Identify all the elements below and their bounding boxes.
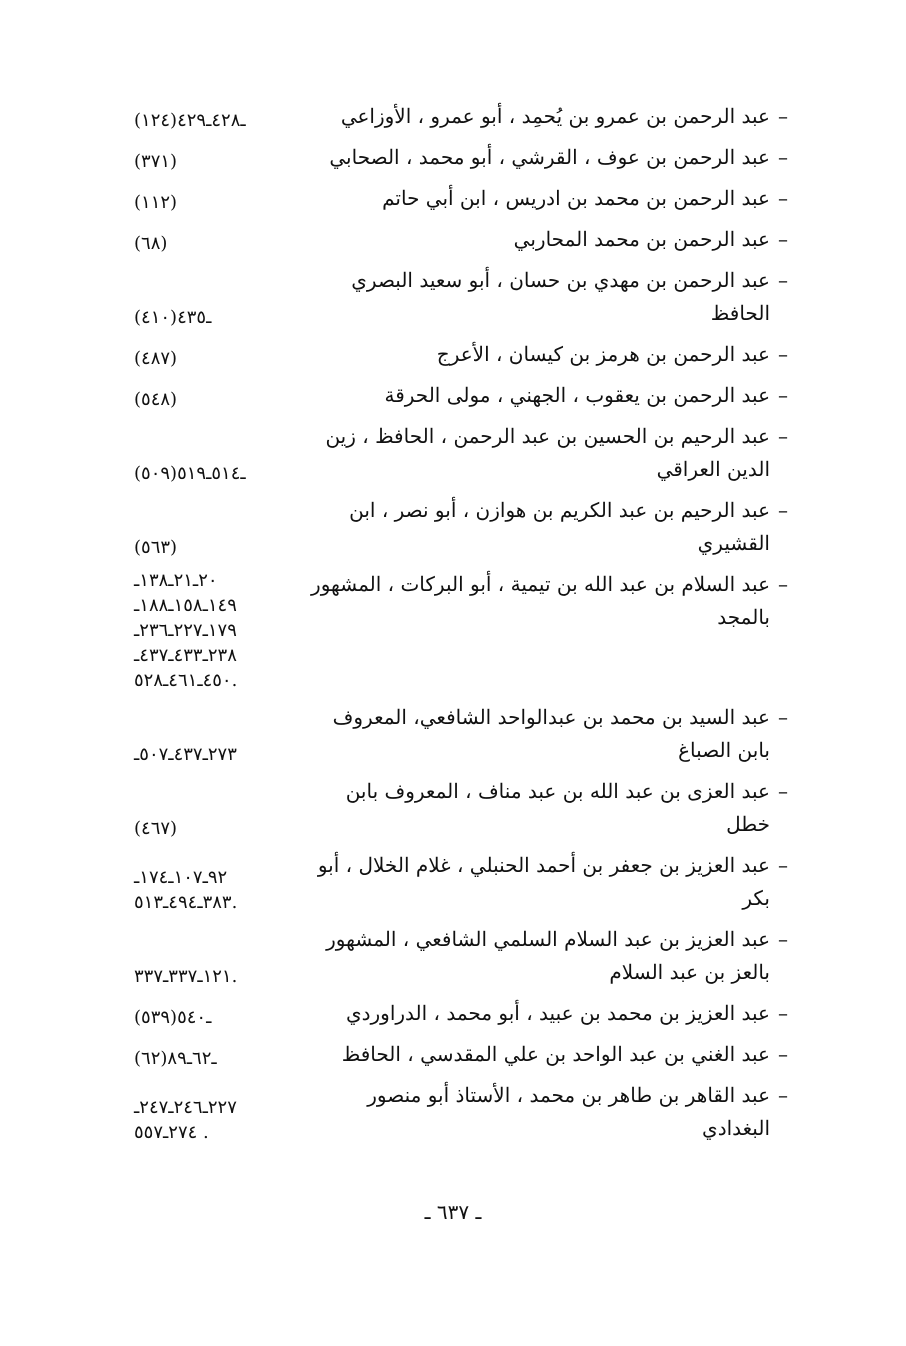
entry-dash: – xyxy=(778,186,788,210)
entry-page-refs xyxy=(128,865,308,915)
entry-page-refs xyxy=(128,461,308,486)
index-entry xyxy=(110,420,796,486)
entry-name: عبد العزيز بن محمد بن عبيد ، أبو محمد ، الدراوردي xyxy=(345,1001,770,1025)
page-ref-line: ٤٥٠ـ٤٦١ـ٥٢٨. xyxy=(134,670,238,691)
page-ref-line: ٩٢ـ١٠٧ـ١٧٤ـ xyxy=(134,867,228,888)
entry-dash: – xyxy=(778,705,788,729)
entry-dash: – xyxy=(778,1042,788,1066)
index-entry xyxy=(110,1038,796,1071)
entry-dash: – xyxy=(778,383,788,407)
entry-name: عبد الرحيم بن الحسين بن عبد الرحمن ، الحافظ ، زين الدين العراقي xyxy=(325,424,770,481)
entry-page-refs xyxy=(128,1095,308,1145)
entry-page-refs xyxy=(128,964,308,989)
index-entry xyxy=(110,997,796,1030)
index-entries xyxy=(110,100,796,1145)
entry-name: عبد الرحمن بن عوف ، القرشي ، أبو محمد ، الصحابي xyxy=(329,145,770,169)
entry-dash: – xyxy=(778,927,788,951)
entry-page-refs xyxy=(128,742,308,767)
entry-page-refs xyxy=(128,346,308,371)
entry-name: عبد الرحمن بن مهدي بن حسان ، أبو سعيد البصري الحافظ xyxy=(351,268,770,325)
entry-page-refs xyxy=(128,305,308,330)
page-ref-line: (٤١٠)ـ٤٣٥ xyxy=(134,307,212,328)
index-entry xyxy=(110,775,796,841)
page-ref-line: ١٢١ـ٣٣٧ـ٣٣٧. xyxy=(134,966,238,987)
index-entry xyxy=(110,100,796,133)
entry-page-refs xyxy=(128,568,308,693)
entry-name: عبد العزيز بن جعفر بن أحمد الحنبلي ، غلام الخلال ، أبو بكر xyxy=(317,853,770,910)
entry-dash: – xyxy=(778,1001,788,1025)
page-ref-line: (٥٦٣) xyxy=(134,537,178,558)
index-entry xyxy=(110,494,796,560)
entry-page-refs xyxy=(128,190,308,215)
entry-name: عبد الرحمن بن هرمز بن كيسان ، الأعرج xyxy=(436,342,770,366)
page-ref-line: ٢٠ـ٢١ـ١٣٨ـ xyxy=(134,570,218,591)
index-entry xyxy=(110,338,796,371)
page-ref-line: (١٢٤)ـ٤٢٨ـ٤٢٩ xyxy=(134,110,246,131)
entry-dash: – xyxy=(778,572,788,596)
entry-page-refs xyxy=(128,387,308,412)
page-ref-line: ١٤٩ـ١٥٨ـ١٨٨ـ xyxy=(134,595,237,616)
entry-dash: – xyxy=(778,779,788,803)
index-entry xyxy=(110,923,796,989)
entry-dash: – xyxy=(778,1083,788,1107)
page-ref-line: (٥٤٨) xyxy=(134,389,178,410)
entry-dash: – xyxy=(778,498,788,522)
page-ref-line: ٢٧٣ـ٤٣٧ـ٥٠٧ـ xyxy=(134,744,237,765)
index-entry xyxy=(110,379,796,412)
entry-name: عبد السيد بن محمد بن عبدالواحد الشافعي، المعروف بابن الصباغ xyxy=(332,705,770,762)
page-ref-line: ٢٣٨ـ٤٣٣ـ٤٣٧ـ xyxy=(134,645,237,666)
index-entry xyxy=(110,182,796,215)
entry-page-refs xyxy=(128,535,308,560)
entry-page-refs xyxy=(128,1005,308,1030)
index-entry xyxy=(110,223,796,256)
page-ref-line: (٤٨٧) xyxy=(134,348,178,369)
entry-name: عبد الغني بن عبد الواحد بن علي المقدسي ، الحافظ xyxy=(341,1042,770,1066)
page-ref-line: (١١٢) xyxy=(134,192,178,213)
index-entry xyxy=(110,849,796,915)
entry-name: عبد القاهر بن طاهر بن محمد ، الأستاذ أبو منصور البغدادي xyxy=(367,1083,770,1140)
entry-name: عبد الرحيم بن عبد الكريم بن هوازن ، أبو نصر ، ابن القشيري xyxy=(349,498,770,555)
entry-dash: – xyxy=(778,145,788,169)
page-number: ـ ٦٣٧ ـ xyxy=(424,1200,482,1224)
entry-page-refs xyxy=(128,231,308,256)
entry-dash: – xyxy=(778,853,788,877)
entry-name: عبد العزيز بن عبد السلام السلمي الشافعي ، المشهور بالعز بن عبد السلام xyxy=(326,927,770,984)
entry-name: عبد السلام بن عبد الله بن تيمية ، أبو البركات ، المشهور بالمجد xyxy=(311,572,770,629)
entry-dash: – xyxy=(778,104,788,128)
page-ref-line: (٣٧١) xyxy=(134,151,178,172)
index-entry xyxy=(110,701,796,767)
entry-dash: – xyxy=(778,268,788,292)
page-ref-line: ٢٢٧ـ٢٤٦ـ٢٤٧ـ xyxy=(134,1097,237,1118)
index-entry xyxy=(110,568,796,693)
page-ref-line: (٥٠٩)ـ٥١٤ـ٥١٩ xyxy=(134,463,246,484)
entry-name: عبد العزى بن عبد الله بن عبد مناف ، المعروف بابن خطل xyxy=(345,779,770,836)
index-entry xyxy=(110,141,796,174)
index-entry xyxy=(110,1079,796,1145)
entry-dash: – xyxy=(778,424,788,448)
entry-name: عبد الرحمن بن يعقوب ، الجهني ، مولى الحرقة xyxy=(384,383,770,407)
entry-page-refs xyxy=(128,108,308,133)
entry-name: عبد الرحمن بن محمد المحاربي xyxy=(513,227,770,251)
entry-dash: – xyxy=(778,342,788,366)
page-ref-line: (٦٨) xyxy=(134,233,168,254)
entry-page-refs xyxy=(128,1046,308,1071)
page-ref-line: (٤٦٧) xyxy=(134,818,178,839)
page-ref-line: (٥٣٩)ـ٥٤٠ xyxy=(134,1007,212,1028)
entry-name: عبد الرحمن بن محمد بن ادريس ، ابن أبي حاتم xyxy=(382,186,770,210)
page-ref-line: ٢٧٤ـ٥٥٧ . xyxy=(134,1122,209,1143)
entry-dash: – xyxy=(778,227,788,251)
entry-name: عبد الرحمن بن عمرو بن يُحمِد ، أبو عمرو ، الأوزاعي xyxy=(340,104,770,128)
entry-page-refs xyxy=(128,816,308,841)
index-entry xyxy=(110,264,796,330)
page-ref-line: ١٧٩ـ٢٢٧ـ٢٣٦ـ xyxy=(134,620,237,641)
page-ref-line: (٦٢)ـ٦٢ـ٨٩ xyxy=(134,1048,217,1069)
page-ref-line: ٣٨٣ـ٤٩٤ـ٥١٣. xyxy=(134,892,238,913)
entry-page-refs xyxy=(128,149,308,174)
